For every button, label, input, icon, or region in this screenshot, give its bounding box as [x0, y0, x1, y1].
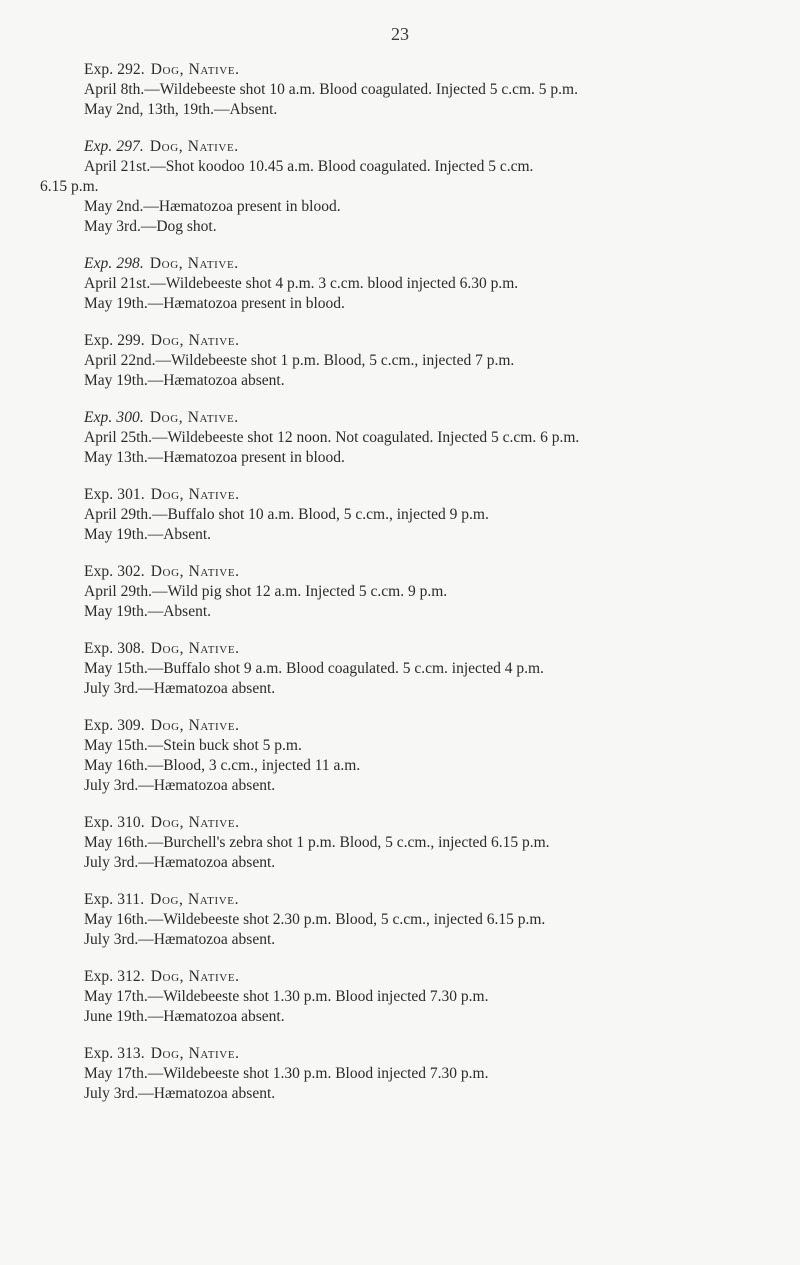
experiment-record-line: June 19th.—Hæmatozoa absent.	[84, 1008, 285, 1025]
experiment-record-line: May 15th.—Stein buck shot 5 p.m.	[84, 737, 302, 754]
experiment-number: Exp. 292.	[84, 61, 145, 78]
experiment-number: Exp. 311.	[84, 891, 145, 908]
experiment-record-line: April 21st.—Shot koodoo 10.45 a.m. Blood coagulated. Injected 5 c.cm.	[84, 158, 534, 175]
experiment-subject: Dog, Native.	[150, 1045, 240, 1062]
experiment-heading	[84, 562, 774, 582]
experiment-record-line: May 19th.—Hæmatozoa present in blood.	[84, 295, 345, 312]
experiment-record-line: May 16th.—Blood, 3 c.cm., injected 11 a.m.	[84, 757, 361, 774]
experiment-record-line: May 16th.—Burchell's zebra shot 1 p.m. Blood, 5 c.cm., injected 6.15 p.m.	[84, 834, 550, 851]
experiment-record-line: May 13th.—Hæmatozoa present in blood.	[84, 449, 345, 466]
experiment-record-line: May 17th.—Wildebeeste shot 1.30 p.m. Blood injected 7.30 p.m.	[84, 988, 489, 1005]
experiment-entry	[84, 716, 774, 796]
experiment-record-line: July 3rd.—Hæmatozoa absent.	[84, 854, 276, 871]
experiment-entry	[84, 813, 774, 873]
experiment-entry	[84, 639, 774, 699]
experiment-entry	[84, 1044, 774, 1104]
experiment-subject: Dog, Native.	[150, 563, 240, 580]
experiment-record-line: May 19th.—Hæmatozoa absent.	[84, 372, 285, 389]
experiment-record-line: May 15th.—Buffalo shot 9 a.m. Blood coagulated. 5 c.cm. injected 4 p.m.	[84, 660, 544, 677]
experiment-record-line: May 16th.—Wildebeeste shot 2.30 p.m. Blood, 5 c.cm., injected 6.15 p.m.	[84, 911, 546, 928]
experiment-subject: Dog, Native.	[149, 138, 239, 155]
experiment-heading	[84, 716, 774, 736]
experiment-entry	[84, 890, 774, 950]
experiment-record-line: April 29th.—Buffalo shot 10 a.m. Blood, 5 c.cm., injected 9 p.m.	[84, 506, 489, 523]
experiment-number: Exp. 302.	[84, 563, 145, 580]
experiment-entry	[40, 137, 774, 237]
experiment-entry	[84, 967, 774, 1027]
experiment-subject: Dog, Native.	[150, 332, 240, 349]
experiment-record-line: May 3rd.—Dog shot.	[84, 218, 217, 235]
experiment-entry	[84, 60, 774, 120]
experiment-heading	[84, 331, 774, 351]
experiment-record-line: April 21st.—Wildebeeste shot 4 p.m. 3 c.cm. blood injected 6.30 p.m.	[84, 275, 519, 292]
experiment-heading	[84, 254, 774, 274]
experiment-entry	[84, 408, 774, 468]
experiment-entry	[84, 331, 774, 391]
experiment-subject: Dog, Native.	[149, 255, 239, 272]
experiment-record-line: April 25th.—Wildebeeste shot 12 noon. Not coagulated. Injected 5 c.cm. 6 p.m.	[84, 429, 580, 446]
experiment-number: Exp. 298.	[84, 255, 144, 272]
experiment-heading	[84, 60, 774, 80]
experiment-subject: Dog, Native.	[150, 61, 240, 78]
experiment-heading	[84, 137, 774, 157]
experiment-number: Exp. 313.	[84, 1045, 145, 1062]
experiment-heading	[84, 967, 774, 987]
experiment-record-line: April 22nd.—Wildebeeste shot 1 p.m. Blood, 5 c.cm., injected 7 p.m.	[84, 352, 515, 369]
experiment-list	[40, 60, 774, 1121]
experiment-record-line: May 2nd, 13th, 19th.—Absent.	[84, 101, 278, 118]
page-number: 23	[391, 24, 409, 44]
experiment-record-line: May 2nd.—Hæmatozoa present in blood.	[84, 198, 341, 215]
experiment-record-line: July 3rd.—Hæmatozoa absent.	[84, 1085, 276, 1102]
experiment-record-line: 6.15 p.m.	[40, 178, 99, 195]
experiment-number: Exp. 309.	[84, 717, 145, 734]
experiment-heading	[84, 813, 774, 833]
experiment-number: Exp. 299.	[84, 332, 145, 349]
experiment-subject: Dog, Native.	[150, 486, 240, 503]
experiment-record-line: May 17th.—Wildebeeste shot 1.30 p.m. Blood injected 7.30 p.m.	[84, 1065, 489, 1082]
experiment-heading	[84, 890, 774, 910]
experiment-entry	[84, 562, 774, 622]
experiment-number: Exp. 310.	[84, 814, 145, 831]
experiment-subject: Dog, Native.	[150, 968, 240, 985]
experiment-subject: Dog, Native.	[149, 409, 239, 426]
experiment-record-line: July 3rd.—Hæmatozoa absent.	[84, 931, 276, 948]
experiment-subject: Dog, Native.	[150, 717, 240, 734]
experiment-record-line: April 29th.—Wild pig shot 12 a.m. Injected 5 c.cm. 9 p.m.	[84, 583, 448, 600]
experiment-record-line: April 8th.—Wildebeeste shot 10 a.m. Blood coagulated. Injected 5 c.cm. 5 p.m.	[84, 81, 578, 98]
experiment-number: Exp. 301.	[84, 486, 145, 503]
experiment-heading	[84, 639, 774, 659]
experiment-record-line: May 19th.—Absent.	[84, 526, 212, 543]
experiment-subject: Dog, Native.	[150, 640, 240, 657]
experiment-subject: Dog, Native.	[150, 891, 240, 908]
experiment-entry	[84, 485, 774, 545]
experiment-entry	[84, 254, 774, 314]
experiment-number: Exp. 300.	[84, 409, 144, 426]
experiment-number: Exp. 312.	[84, 968, 145, 985]
experiment-record-line: May 19th.—Absent.	[84, 603, 212, 620]
experiment-record-line: July 3rd.—Hæmatozoa absent.	[84, 777, 276, 794]
experiment-heading	[84, 485, 774, 505]
experiment-heading	[84, 408, 774, 428]
experiment-number: Exp. 308.	[84, 640, 145, 657]
experiment-record-line: July 3rd.—Hæmatozoa absent.	[84, 680, 276, 697]
experiment-heading	[84, 1044, 774, 1064]
experiment-subject: Dog, Native.	[150, 814, 240, 831]
experiment-number: Exp. 297.	[84, 138, 144, 155]
